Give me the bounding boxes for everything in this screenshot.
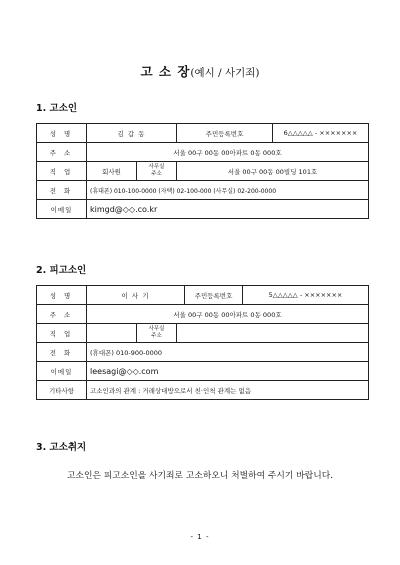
rrn-label: 주민등록번호 [177, 124, 273, 143]
address-value: 서울 00구 00동 00아파트 0동 000호 [87, 305, 369, 324]
section-heading-purpose: 3. 고소취지 [36, 442, 87, 453]
job-label: 직 업 [37, 162, 87, 181]
table-row [37, 343, 369, 362]
table-row [37, 200, 369, 219]
name-value: 김 갑 동 [87, 124, 177, 143]
phone-value: (휴대폰) 010-100-0000 (자택) 02-100-000 (사무실) 02-200-0000 [87, 181, 369, 200]
section-heading-complainant: 1. 고소인 [36, 103, 78, 114]
rrn-value: 6△△△△△ - ××××××× [273, 124, 369, 143]
complainant-table [36, 123, 369, 219]
email-value: leesagi@◇◇.com [87, 362, 369, 381]
table-row [37, 143, 369, 162]
office-address-label [137, 162, 177, 181]
phone-value: (휴대폰) 010-900-0000 [87, 343, 369, 362]
office-label-line1: 사무실 [148, 326, 165, 332]
complaint-purpose-text: 고소인은 피고소인을 사기죄로 고소하오니 처벌하여 주시기 바랍니다. [66, 471, 333, 481]
table-row [37, 324, 369, 343]
table-row [37, 305, 369, 324]
document-title-main: 고 소 장 [140, 64, 191, 79]
accused-table [36, 285, 369, 400]
section-heading-accused: 2. 피고소인 [36, 265, 87, 276]
address-label: 주 소 [37, 143, 87, 162]
document-title-sub: (예시 / 사기죄) [190, 67, 260, 79]
rrn-value: 5△△△△△ - ××××××× [243, 286, 369, 305]
table-row [37, 124, 369, 143]
rrn-label: 주민등록번호 [185, 286, 243, 305]
office-address-value: 서울 00구 00동 00빌딩 101호 [177, 162, 369, 181]
office-address-value [177, 324, 369, 343]
job-value: 회사원 [87, 162, 137, 181]
page-number: - 1 - [190, 533, 210, 541]
email-value: kimgd@◇◇.co.kr [87, 200, 369, 219]
table-row [37, 286, 369, 305]
other-value: 고소인과의 관계 : 거래상대방으로서 친·인척 관계는 없음 [87, 381, 369, 400]
address-label: 주 소 [37, 305, 87, 324]
phone-label: 전 화 [37, 181, 87, 200]
office-address-label [137, 324, 177, 343]
table-row [37, 362, 369, 381]
office-label-line2: 주소 [151, 333, 162, 339]
office-label-line1: 사무실 [148, 164, 165, 170]
address-value: 서울 00구 00동 00아파트 0동 000호 [87, 143, 369, 162]
document-title [0, 62, 400, 80]
name-label: 성 명 [37, 124, 87, 143]
office-label-line2: 주소 [151, 171, 162, 177]
job-value [87, 324, 137, 343]
name-value: 이 사 기 [87, 286, 185, 305]
table-row [37, 381, 369, 400]
table-row [37, 181, 369, 200]
name-label: 성 명 [37, 286, 87, 305]
job-label: 직 업 [37, 324, 87, 343]
email-label: 이메일 [37, 362, 87, 381]
phone-label: 전 화 [37, 343, 87, 362]
other-label: 기타사항 [37, 381, 87, 400]
email-label: 이메일 [37, 200, 87, 219]
table-row [37, 162, 369, 181]
